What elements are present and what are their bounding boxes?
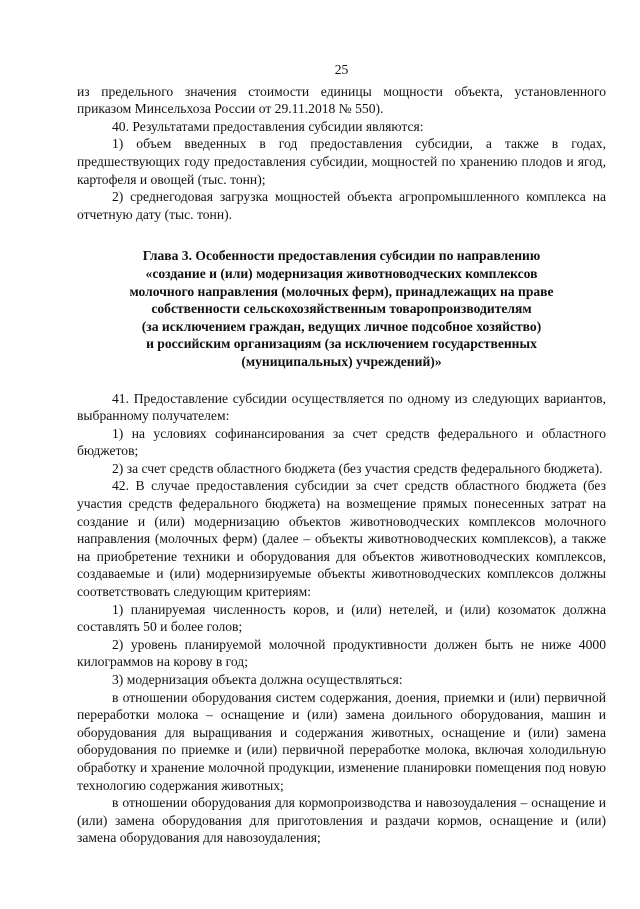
- chapter-heading: [77, 247, 606, 370]
- paragraph-41-2: 2) за счет средств областного бюджета (без участия средств федерального бюджета).: [112, 460, 603, 476]
- heading-line-4: (за исключением граждан, ведущих личное подсобное хозяйство): [141, 318, 542, 334]
- paragraph-top-3: 2) среднегодовая загрузка мощностей объекта агропромышленного комплекса на отчетную дату (тыс. тонн).: [77, 189, 606, 222]
- heading-line-0: Глава 3. Особенности предоставления субсидии по направлению: [142, 248, 541, 264]
- paragraph-41: 41. Предоставление субсидии осуществляется по одному из следующих вариантов, выбранному получателем:: [77, 390, 606, 424]
- paragraph-42-3: 3) модернизация объекта должна осуществляться:: [112, 672, 403, 687]
- paragraph-41-1: 1) на условиях софинансирования за счет средств федерального и областного бюджетов;: [77, 425, 606, 459]
- heading-line-2: молочного направления (молочных ферм), принадлежащих на праве: [129, 283, 554, 299]
- paragraph-42-1: 1) планируемая численность коров, и (или) нетелей, и (или) козоматок должна составлять 50 и более голов;: [77, 601, 606, 635]
- spacer: [77, 223, 606, 247]
- heading-line-5: и российским организациям (за исключением государственных: [146, 336, 537, 352]
- heading-line-3: собственности сельскохозяйственным товаропроизводителям: [151, 301, 532, 317]
- page-number: 25: [334, 62, 349, 77]
- heading-line-1: «создание и (или) модернизация животноводческих комплексов: [145, 265, 538, 281]
- heading-line-6: (муниципальных) учреждений)»: [241, 353, 442, 369]
- spacer: [77, 371, 606, 390]
- paragraph-top-1: 40. Результатами предоставления субсидии являются:: [112, 118, 424, 134]
- paragraph-42-2: 2) уровень планируемой молочной продуктивности должен быть не ниже 4000 килограммов на корову в год;: [77, 636, 606, 670]
- paragraph-top-0: из предельного значения стоимости единицы мощности объекта, установленного приказом Минсельхоза России от 29.11.2018 № 550).: [77, 83, 606, 117]
- paragraph-top-2: 1) объем введенных в год предоставления субсидии, а также в годах, предшествующих году предоставления субсидии, мощностей по хранению плодов и ягод, картофеля и овощей (тыс. тонн);: [77, 136, 606, 187]
- paragraph-42-3-milking: в отношении оборудования систем содержания, доения, приемки и (или) первичной переработки молока – оснащение и (или) замена доильного оборудования, машин и оборудования для выращивания и содержания животных, оснащение и (или) замена оборудования по приемке и (или) первичной переработке молока, включая холодильную обработку и хранение молочной продукции, изменение планировки помещения под новую технологию содержания животных;: [77, 689, 606, 793]
- paragraph-42: 42. В случае предоставления субсидии за счет средств областного бюджета (без участия средств федерального бюджета) на возмещение прямых понесенных затрат на создание и (или) модернизацию объектов животноводческих комплексов молочного направления (молочных ферм) (далее – объекты животноводческих комплексов), а также на приобретение техники и оборудования для объектов животноводческих комплексов, создаваемые и (или) модернизируемые объекты животноводческих комплексов должны соответствовать следующим критериям:: [77, 478, 606, 600]
- paragraph-42-3-feed: в отношении оборудования для кормопроизводства и навозоудаления – оснащение и (или) замена оборудования для приготовления и раздачи кормов, оснащение и (или) замена оборудования для навозоудаления;: [77, 795, 606, 846]
